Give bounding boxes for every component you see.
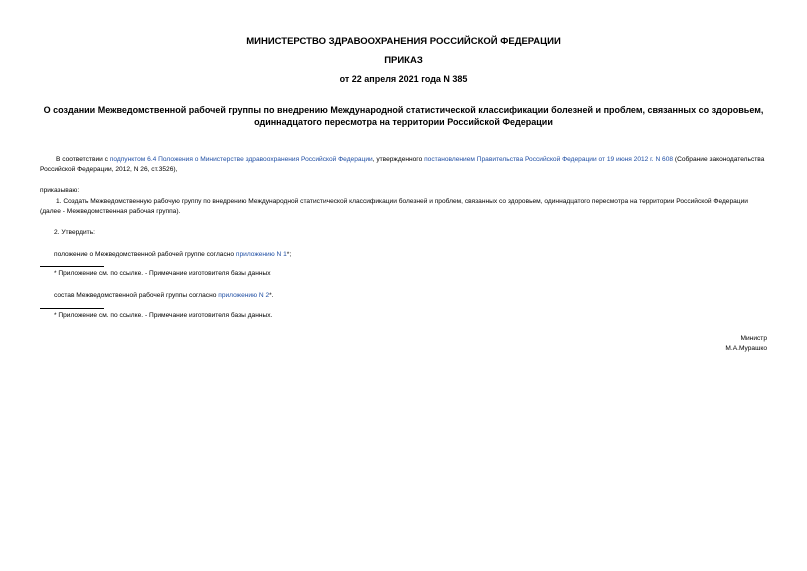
preamble-link-regulation[interactable]: подпунктом 6.4 Положения о Министерстве здравоохранения Российской Федерации bbox=[109, 156, 373, 163]
date-number-heading: от 22 апреля 2021 года N 385 bbox=[339, 74, 468, 84]
appendix-1-link[interactable]: приложению N 1 bbox=[235, 251, 287, 258]
item-1-paragraph: 1. Создать Межведомственную рабочую группу по внедрению Международной статистической классификации болезней и проблем, связанных со здоровьем, одиннадцатого пересмотра на территории Российской Федерации (далее - Межведомственная рабочая группа). bbox=[40, 198, 748, 215]
footnote-divider-2 bbox=[40, 308, 104, 309]
document-type-heading: ПРИКАЗ bbox=[384, 55, 423, 66]
order-word: приказываю: bbox=[40, 187, 80, 194]
preamble-text-1: В соответствии с bbox=[56, 156, 110, 163]
approve-1-paragraph bbox=[54, 250, 770, 260]
ministry-heading: МИНИСТЕРСТВО ЗДРАВООХРАНЕНИЯ РОССИЙСКОЙ ФЕДЕРАЦИИ bbox=[246, 36, 561, 47]
footnote-divider-1 bbox=[40, 266, 104, 267]
preamble-paragraph bbox=[40, 155, 770, 175]
document-title: О создании Межведомственной рабочей группы по внедрению Международной статистической классификации болезней и проблем, связанных со здоровьем, одиннадцатого пересмотра на территории Российской Федерации bbox=[43, 105, 764, 127]
footnote-2: * Приложение см. по ссылке. - Примечание изготовителя базы данных. bbox=[54, 312, 273, 319]
signature-position: Министр bbox=[740, 335, 767, 342]
approve-1-suffix: *; bbox=[286, 251, 292, 258]
approve-1-text: положение о Межведомственной рабочей группе согласно bbox=[54, 251, 236, 258]
footnote-1: * Приложение см. по ссылке. - Примечание изготовителя базы данных bbox=[54, 270, 271, 277]
item-2-paragraph: 2. Утвердить: bbox=[54, 229, 95, 236]
appendix-2-link[interactable]: приложению N 2 bbox=[218, 292, 270, 299]
preamble-text-2: , утвержденного bbox=[372, 156, 425, 163]
preamble-text-3: (Собрание законодательства Российской Федерации, 2012, N 26, ст.3526), bbox=[40, 156, 765, 173]
approve-2-paragraph bbox=[54, 291, 770, 301]
approve-2-suffix: *. bbox=[269, 292, 274, 299]
preamble-link-decree[interactable]: постановлением Правительства Российской Федерации от 19 июня 2012 г. N 608 bbox=[424, 156, 674, 163]
signature-name: М.А.Мурашко bbox=[725, 345, 767, 352]
approve-2-text: состав Межведомственной рабочей группы согласно bbox=[54, 292, 219, 299]
